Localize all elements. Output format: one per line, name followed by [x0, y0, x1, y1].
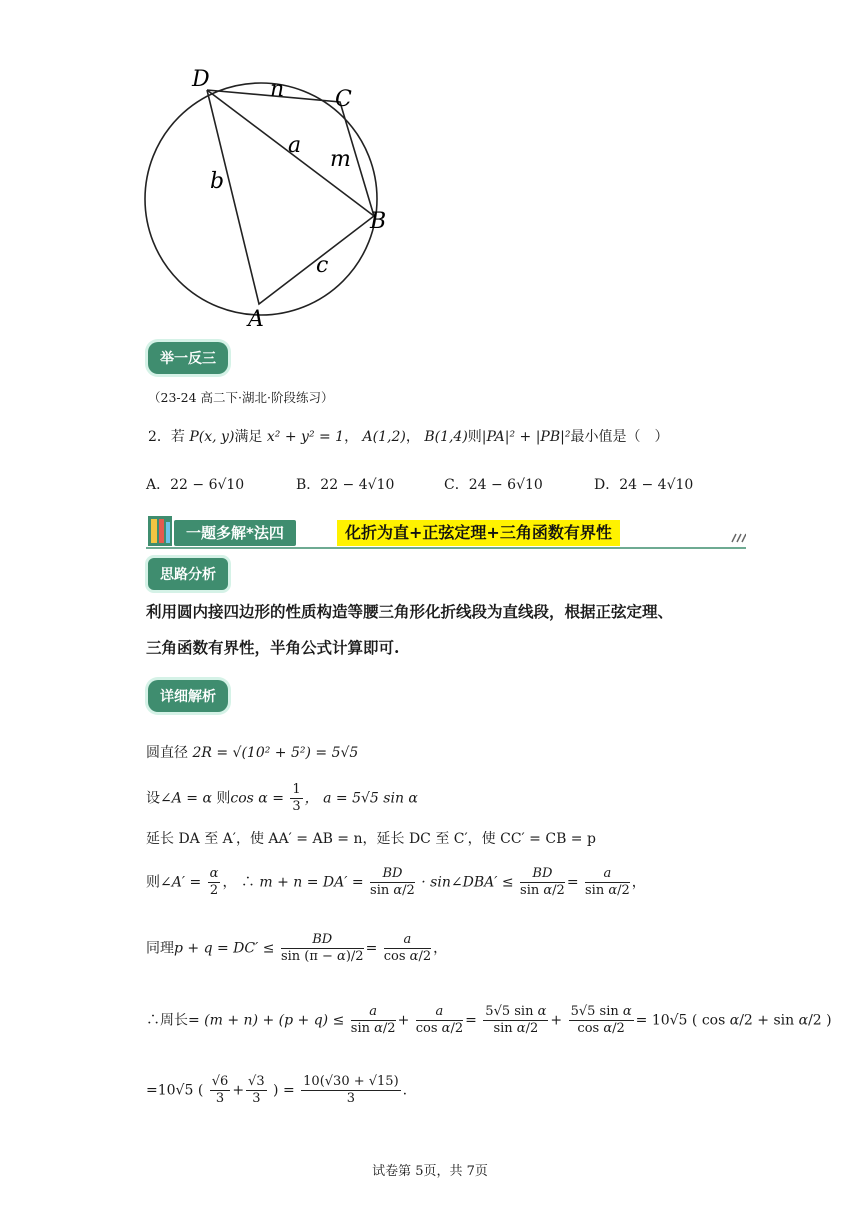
choice-letter: A．: [146, 477, 171, 493]
label-C: C: [335, 87, 352, 112]
circle-equation: x² + y² = 1: [266, 429, 345, 445]
l2-prefix: 设: [146, 790, 160, 807]
label-A: A: [248, 307, 264, 330]
choice-value: 22 − 6√10: [170, 477, 245, 493]
label-c: c: [316, 253, 329, 278]
detail-badge: 详细解析: [148, 680, 228, 712]
cyclic-quadrilateral-figure: [140, 60, 400, 330]
fraction-bd-sin-2: $\frac{BD}{\text{sin α/2}}$: [520, 866, 565, 898]
l4-therefore: ， ∴: [222, 874, 255, 891]
fraction-a-sin: $\frac{a}{\text{sin α/2}}$: [585, 866, 630, 898]
solution-line-4: 则∠A′ = $\frac{\alpha}{2}$ ， ∴ m + n = DA′ = $\frac{BD}{\text{sin α/2}}$ · sin∠DBA′ ≤ $\frac{BD}{\text{sin α/2}}$ = $\frac{a}{\text{sin α/2}}$ ，: [146, 866, 646, 898]
l4-expression: m + n = DA′ =: [259, 874, 364, 891]
method-title: 一题多解*法四: [174, 520, 296, 546]
final-result: $\frac{10(√30 + √15)}{3}$: [303, 1074, 399, 1106]
choice-b[interactable]: [296, 474, 394, 494]
choice-value: 22 − 4√10: [320, 477, 395, 493]
solution-line-6: ∴周长= (m + n) + (p + q) ≤ $\frac{a}{\text{sin α/2}}$ + $\frac{a}{\text{cos α/2}}$ = $\frac{\text{5√5 sin α}}{\text{sin α/2}}$ + $\frac{\text{5√5 sin α}}{\text{cos α/2}}$ = 10√5 ( cos α/2 + sin α/2 ): [146, 1004, 832, 1036]
solution-line-2: [146, 782, 418, 815]
l2-angle: ∠A = α: [160, 790, 212, 807]
slash-decoration-icon: [732, 534, 746, 542]
problem-stem: 2．若 P(x, y)满足 x² + y² = 1， A(1,2)， B(1,4)则|PA|² + |PB|²最小值是（ ）: [148, 429, 669, 445]
label-B: B: [370, 209, 387, 234]
l7-prefix: =10√5: [146, 1082, 194, 1099]
l4-angle: ∠A′ =: [160, 874, 202, 891]
page-footer: 试卷第 5页，共 7页: [372, 1164, 488, 1179]
target-expression: |PA|² + |PB|²: [481, 429, 571, 445]
point-a: A(1,2): [362, 429, 406, 445]
analysis-badge: 思路分析: [148, 558, 228, 590]
variant-badge: 举一反三: [148, 342, 228, 374]
choice-c[interactable]: [444, 474, 543, 494]
problem-source: （23-24 高二下·湖北·阶段练习）: [148, 390, 334, 405]
solution-line-3: 延长 DA 至 A′，使 AA′ = AB = n，延长 DC 至 C′，使 CC′ = CB = p: [146, 831, 596, 847]
l2-then: 则: [216, 790, 231, 807]
l5-prefix: 同理: [146, 940, 174, 957]
label-m: m: [330, 147, 351, 172]
fraction-one-third: $\frac{1}{3}$: [292, 782, 301, 814]
stem-suffix: 最小值是（ ）: [570, 429, 669, 445]
fraction-a-cos: $\frac{a}{\text{cos α/2}}$: [383, 932, 432, 964]
l1-prefix: 圆直径: [146, 745, 188, 761]
label-n: n: [270, 77, 285, 102]
stem-prefix: 若: [170, 429, 185, 445]
analysis-line-1: 利用圆内接四边形的性质构造等腰三角形化折线段为直线段，根据正弦定理、: [146, 602, 674, 621]
l2-a: ， a = 5√5 sin α: [304, 790, 418, 807]
fraction-bd-sin: $\frac{BD}{\text{sin α/2}}$: [370, 866, 415, 898]
stem-then: 则: [467, 429, 482, 445]
l6-prefix: ∴周长: [146, 1012, 188, 1029]
l6-expression: = (m + n) + (p + q) ≤: [188, 1012, 345, 1029]
label-D: D: [192, 67, 210, 92]
label-a: a: [288, 133, 302, 158]
stem-satisfy: 满足: [234, 429, 263, 445]
choice-letter: D．: [594, 477, 620, 493]
l2-cos: cos α =: [230, 790, 284, 807]
label-b: b: [210, 169, 225, 194]
fraction-bd-sin-pi: $\frac{BD}{\sin (\pi - \alpha)/2}$: [280, 932, 364, 964]
choice-a[interactable]: [146, 474, 244, 494]
point-p: P(x, y): [189, 429, 235, 445]
solution-line-1: [146, 742, 358, 762]
choice-value: 24 − 6√10: [468, 477, 543, 493]
solution-line-5: 同理p + q = DC′ ≤ $\frac{BD}{\sin (\pi - \alpha)/2}$ = $\frac{a}{\text{cos α/2}}$ ，: [146, 932, 448, 964]
choice-d[interactable]: [594, 474, 693, 494]
analysis-line-2: 三角函数有界性，半角公式计算即可.: [146, 638, 400, 657]
circumcircle: [145, 83, 377, 315]
fraction-alpha-2: $\frac{\alpha}{2}$: [209, 866, 219, 898]
stationery-icon: [148, 516, 172, 546]
solution-line-7: =10√5 ( $\frac{√6}{3}$ + $\frac{√3}{3}$ ) = $\frac{10(√30 + √15)}{3}$ .: [146, 1074, 408, 1106]
problem-number: 2．: [148, 429, 171, 445]
l4-prefix: 则: [146, 874, 160, 891]
method-subtitle: 化折为直+正弦定理+三角函数有界性: [337, 520, 620, 546]
point-b: B(1,4): [424, 429, 468, 445]
choice-letter: C．: [444, 477, 469, 493]
choice-letter: B．: [296, 477, 321, 493]
l5-expression: p + q = DC′ ≤: [174, 940, 275, 957]
l1-expression: 2R = √(10² + 5²) = 5√5: [192, 745, 359, 761]
choice-value: 24 − 4√10: [619, 477, 694, 493]
